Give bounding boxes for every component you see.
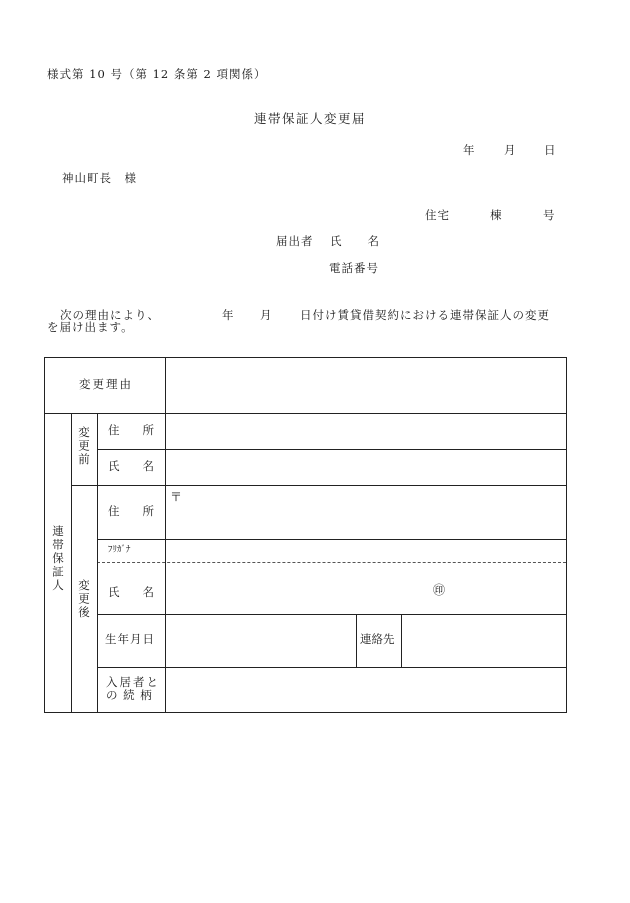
relation-field[interactable]: [171, 672, 561, 708]
form-number: 様式第 10 号（第 12 条第 2 項関係）: [47, 67, 267, 81]
page-title: 連帯保証人変更届: [254, 111, 367, 126]
relation-label-line2: の 続 柄: [106, 688, 153, 702]
after-name-field[interactable]: [171, 567, 431, 611]
row-line: [71, 485, 566, 486]
guarantor-label: 連帯保証人: [51, 525, 65, 593]
body-text-line2: を届け出ます。: [47, 320, 134, 334]
after-name-label: 氏 名: [108, 585, 154, 599]
before-address-field[interactable]: [171, 418, 561, 446]
row-line: [45, 413, 566, 414]
change-reason-field[interactable]: [171, 364, 561, 409]
before-name-field[interactable]: [171, 454, 561, 482]
row-line: [97, 667, 566, 668]
date-day-label: 日: [544, 143, 557, 157]
applicant-name-label: 氏 名: [330, 234, 380, 248]
col-line: [97, 413, 98, 712]
row-line: [97, 449, 566, 450]
body-text-rest: 日付け賃貸借契約における連帯保証人の変更: [300, 308, 550, 322]
col-line: [165, 358, 166, 712]
after-change-label: 変更後: [77, 579, 91, 620]
seal-mark: ㊞: [433, 583, 446, 597]
col-line: [401, 614, 402, 667]
contact-field[interactable]: [407, 620, 561, 664]
before-address-label: 住 所: [108, 423, 154, 437]
body-text-lead: 次の理由により、: [60, 308, 160, 322]
before-name-label: 氏 名: [108, 459, 154, 473]
change-reason-label: 変更理由: [79, 377, 133, 391]
before-change-label: 変更前: [77, 426, 91, 467]
date-year-label: 年: [463, 143, 476, 157]
residence-label: 住宅: [425, 208, 450, 222]
birthdate-field[interactable]: [171, 620, 351, 664]
body-text-month: 月: [260, 308, 273, 322]
col-line: [71, 413, 72, 712]
furigana-field[interactable]: [171, 542, 561, 560]
after-address-field[interactable]: [185, 491, 561, 535]
row-line: [97, 614, 566, 615]
postal-mark: 〒: [170, 490, 183, 504]
contact-label: 連絡先: [360, 632, 395, 646]
building-label: 棟: [490, 208, 503, 222]
number-label: 号: [543, 208, 556, 222]
submitter-label: 届出者: [276, 234, 314, 248]
date-month-label: 月: [504, 143, 517, 157]
birthdate-label: 生年月日: [105, 632, 155, 646]
body-text-year: 年: [222, 308, 235, 322]
row-line: [97, 539, 566, 540]
after-address-label: 住 所: [108, 504, 154, 518]
furigana-label: ﾌﾘｶﾞﾅ: [108, 545, 131, 555]
phone-label: 電話番号: [329, 261, 379, 275]
relation-label-line1: 入居者と: [106, 675, 160, 689]
guarantor-change-table: [44, 357, 567, 713]
row-line-dashed: [97, 562, 566, 563]
addressee: 神山町長 様: [62, 171, 137, 185]
col-line: [356, 614, 357, 667]
